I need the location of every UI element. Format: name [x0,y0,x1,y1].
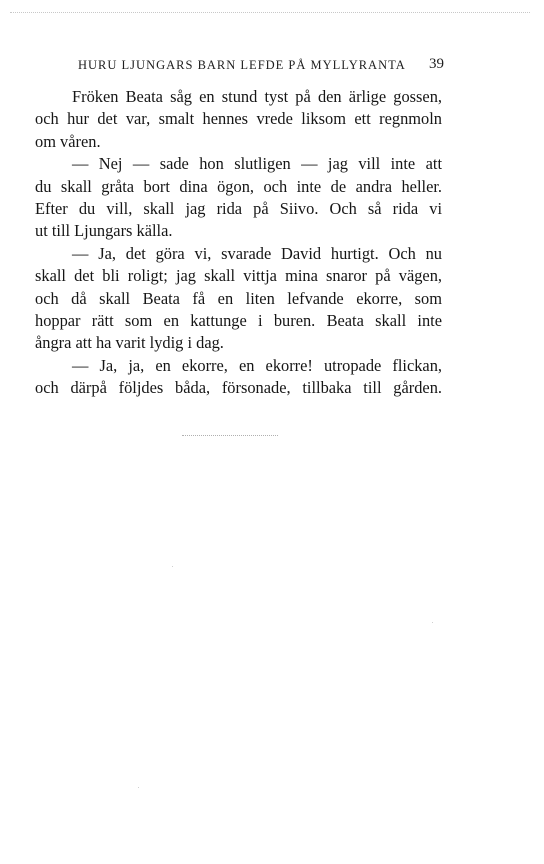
text-line: Efter du vill, skall jag rida på Siivo. Och så rida vi [35,198,442,218]
running-title: HURU LJUNGARS BARN LEFDE PÅ MYLLYRANTA [78,58,406,72]
paper-speck [172,566,173,567]
text-line: — Ja, det göra vi, svarade David hurtigt. Och nu [72,243,442,263]
text-line: skall det bli roligt; jag skall vittja mina snaror på vägen, [35,266,442,286]
bleed-through-mark [182,435,278,436]
text-line: om våren. [35,131,101,151]
text-line: hoppar rätt som en kattunge i buren. Beata skall inte [35,310,442,330]
text-line: — Nej — sade hon slutligen — jag vill inte att [72,154,442,174]
scan-edge-dots [10,12,530,15]
text-line: Fröken Beata såg en stund tyst på den ärlige gossen, [72,87,442,106]
text-line: ut till Ljungars källa. [35,221,173,241]
paper-speck [432,622,433,623]
running-head [62,58,444,78]
text-line: och då skall Beata få en liten lefvande ekorre, som [35,288,442,308]
text-line: — Ja, ja, en ekorre, en ekorre! utropade flickan, [72,355,442,375]
paper-speck [138,787,139,788]
text-line: och därpå följdes båda, försonade, tillbaka till gården. [35,378,442,398]
body-text [35,86,442,399]
text-line: du skall gråta bort dina ögon, och inte de andra heller. [35,176,442,196]
page-number: 39 [429,56,444,72]
text-line: ångra att ha varit lydig i dag. [35,333,224,353]
text-line: och hur det var, smalt hennes vrede liksom ett regnmoln [35,109,442,129]
